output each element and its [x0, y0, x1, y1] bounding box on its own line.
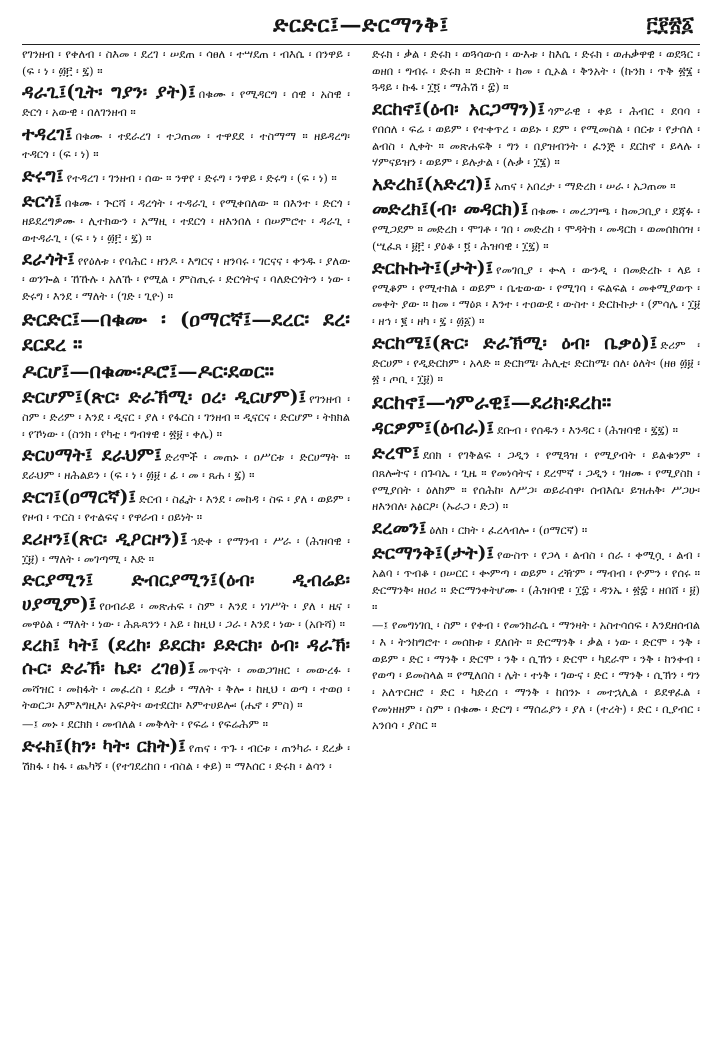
dictionary-entry: [372, 332, 700, 388]
dictionary-entry: [372, 442, 700, 515]
dictionary-entry: [22, 735, 350, 775]
entry-headword: ድርሆም፤(ጽር፡ ድራኽሚ፡ ዐረ፡ ዲርሆም)፤: [22, 386, 307, 408]
entry-headword: ዶርሆ፤—በቁሙ፡ዶሮ፤—ዶር፡ደወር።: [22, 358, 274, 383]
entry-headword: ድርያሚን፤ ድብርያሚን፤(ዕብ፡ ዲብሬይ፡ ሀያሚም)፤: [22, 570, 350, 615]
dictionary-entry: [372, 257, 700, 330]
dictionary-entry: [22, 248, 350, 304]
entry-definition: ድሪሞች ፡ መጠኑ ፡ ዐሥርቱ ፡ ድርሀማት ። ደራህም ፡ ዘሕልይን ፡ (ፍ ፡ ነ ፡ ፴፱ ፡ ፊ ፡ መ ፡ ጸሐ ፡ ፯) ።: [22, 450, 350, 483]
entry-definition: በቁሙ ፡ የሚዳርግ ፡ ሰዊ ፡ አስዊ ፡ ድርጎ ፡ አውዊ ፡ በለገንዘብ ።: [22, 87, 350, 120]
entry-definition: የጠና ፡ ጥጉ ፡ ብርቱ ፡ ጠንካራ ፡ ደረቃ ፡ ሽክፋ ፡ ከፋ ፡ ጨካኝ ፡ (የተገደረከበ ፡ ብስል ፡ ቀይ) ። ማእሰር ፡ ድሩክ ፡ ልሳን ፡: [22, 740, 350, 773]
page-number: ፫፻፳፩: [646, 12, 694, 36]
two-column-body: [22, 46, 700, 1058]
dictionary-entry: [372, 46, 700, 96]
dictionary-entry: [372, 98, 700, 171]
dictionary-entry: [22, 359, 350, 384]
entry-headword: ደርከኖ፤(ዕብ፡ አርጋማን)፤: [372, 98, 545, 120]
entry-headword: ድሩክ፤(ክን፡ ካት፡ ርክት)፤: [22, 735, 186, 757]
entry-headword: ተዳረገ፤: [22, 124, 73, 146]
entry-headword: ዳርዎም፤(ዕብራ)፤: [372, 417, 494, 439]
entry-definition: ድሪም ፡ ድርሀም ፡ የዲድርከም ፡ አላድ ። ድርክሜ፡ ሕሊቲ፡ ድርከሜ፡ ሰለ፡ ዕለት፡ (ዘፀ ፴፱ ፡ ፳ ፡ ጦቢ ፡ ፲፱) ።: [372, 337, 700, 387]
entry-definition: የገንዘብ ፡ የቀለብ ፡ ስእመ ፡ ደረገ ፡ ሠደጠ ፡ ሳፀለ ፡ ተሣደጠ ፡ ብእሴ ፡ በንዋይ ፡ (ፍ ፡ ነ ፡ ፴፫ ፡ ፯) ።: [22, 47, 350, 78]
dictionary-entry: [22, 307, 350, 357]
entry-headword: ድርገ፤(ዐማርኛ)፤: [22, 486, 136, 508]
entry-headword: መድረክ፤(ብ፡ መዳርክ)፤: [372, 199, 529, 221]
entry-definition: የውስጥ ፡ የጋላ ፡ ልብስ ፡ ሰራ ፡ ቀሚሷ ፡ ልብ ፡ አልባ ፡ ጥብቆ ፡ ዐሠርር ፡ ቍምጣ ፡ ወይም ፡ ረዥም ፡ ማብብ ፡ ዮምን ፡ የሰሩ ። ድርማንቅ፡ ዘዐሪ ። ድርማንቀትሆሙ ፡ (ሕዝባዊ ፡ ፲፰ ፡ ዳንኤ ፡ ፳፰ ፡ ዘበሸ ፡ ፱) ።: [372, 548, 700, 614]
entry-headword: ድርሀማት፤ ደራህም፤: [22, 445, 162, 467]
entry-headword: ድርማንቅ፤(ታት)፤: [372, 543, 494, 565]
dictionary-entry: [372, 617, 700, 733]
dictionary-entry: [372, 417, 700, 440]
entry-definition: —፤ መኑ ፡ ደርክክ ፡ መብለል ፡ መቅላት ፡ የፍሬ ፡ የፍሬሕም ።: [22, 716, 268, 731]
entry-definition: ደቡብ ፡ የሰዱን ፡ እንዳር ፡ (ሕዝባዊ ፡ ፯፯) ።: [496, 422, 678, 437]
entry-headword: ድርጎ፤: [22, 190, 62, 212]
dictionary-entry: [22, 123, 350, 163]
page-title: ድርድር፤—ድርማንቅ፤: [273, 12, 449, 38]
entry-headword: ዳራጊ፤(ጊት፡ ግያን፡ ያት)፤: [22, 82, 196, 104]
entry-definition: የተዳረገ ፡ ገንዘብ ፡ ሰው ። ንዋየ ፡ ድሩግ ፡ ንዋይ ፡ ድሩግ ፡ (ፍ ፡ ነ) ።: [66, 170, 337, 185]
entry-headword: ደረመን፤: [372, 518, 427, 540]
dictionary-entry: [22, 716, 350, 733]
entry-definition: አጠና ፡ አበረታ ፡ ማድረክ ፡ ሠራ ፡ አጋጠመ ።: [494, 178, 676, 193]
entry-definition: የመገቢያ ፡ ቍላ ፡ ውንዲ ፡ በመድረኩ ፡ ላይ ፡ የሚቆም ፡ የሚተክል ፡ ወይም ፡ ቤቴውው ፡ የሚገባ ፡ ፍልፍል ፡ መቀሚያወጥ ፡ መቀት ያው ። ከመ ፡ ማዕጾ ፡ እንተ ፡ ተዐውደ ፡ ውስተ ፡ ድርኩኩታ ፡ (ምሳሌ ፡ ፲፱ ፡ ዘኅ ፡ ፪ ፡ ዘካ ፡ ፯ ፡ ፴፩) ።: [372, 262, 700, 328]
entry-definition: የዐብራይ ፡ መጽሐፍ ፡ ስም ፡ እንደ ፡ ነገሥት ፡ ያለ ፡ ዜና ፡ መዋዕል ፡ ማለት ፡ ነው ፡ ሕጹጻንን ፡ አይ ፡ ከዚህ ፡ ጋራ ፡ እንደ ፡ ነው ፡ (አቡሻ) ።: [22, 598, 350, 631]
entry-definition: ድሩክ ፡ ቃል ፡ ድሩክ ፡ ወጓሳውሰ ፡ ውእቱ ፡ ከእሴ ፡ ድሩክ ፡ ወሐቃዋዊ ፡ ወደጓር ፡ ወዘበ ፡ ግብሩ ፡ ድሩክ ። ድርክት ፡ ከመ ፡ ሲኦል ፡ ቅንአት ፡ (ኩንክ ፡ ጥቅ ፳፮ ፡ ጓዳይ ፡ ኩፋ ፡ ፲፬ ፡ ማሕሽ ፡ ፰) ።: [372, 47, 700, 95]
dictionary-entry: [372, 173, 700, 196]
entry-definition: ድርብ ፡ ስፌት ፡ እንደ ፡ መከዳ ፡ ስፍ ፡ ያለ ፡ ወይም ፡ የዞብ ፡ ጥርስ ፡ የተልፍና ፡ የዋራብ ፡ ዐይነት ።: [22, 491, 350, 525]
dictionary-entry: [22, 444, 350, 484]
dictionary-entry: [22, 165, 350, 188]
entry-definition: ደበክ ፡ የገቅልፍ ፡ ጋዲን ፡ የሚጓዝ ፡ የሚያብት ፡ ይልቁንም ፡ በጸሎትና ፡ በጉባኤ ፡ ጊዜ ። የመነሳትና ፡ ደረሞኛ ፡ ጋዲን ፡ ገዘሙ ፡ የሚያስክ ፡ የሚያበት ፡ ዕለክም ። የሰሕከ፡ ለሥጋ፡ ወይራሰዋ፡ ሰብእሴ፡ ይዝሐቅ፡ ሥጋሁ፡ ዘእንበለ፡ አፅርዖ፡ (ኡራጋ ፡ ድጋ) ።: [372, 448, 700, 514]
entry-definition: በቁሙ ፡ መረጋገጫ ፡ ከመጋቢያ ፡ ደጃፉ ፡ የሚጋደም ። መድረክ ፡ ሞገቶ ፡ ገበ ፡ መድረከ ፡ ሞዳትክ ፡ መዳርክ ፡ ወመሰክሰዝ ፡ (ሢፈጸ ፡ ፱፫ ፡ ያዕቆ ፡ ፬ ፡ ሕዝባዊ ፡ ፲፯) ።: [372, 204, 700, 253]
running-head: [22, 10, 700, 45]
entry-definition: ኅድቀ ፡ የማንብ ፡ ሥራ ፡ (ሕዝባዊ ፡ ፲፱) ፡ ማለት ፡ መገጣሚ ፡ እድ ።: [22, 533, 350, 566]
dictionary-entry: [22, 634, 350, 714]
dictionary-entry: [22, 386, 350, 442]
entry-headword: ድረሞ፤: [372, 443, 420, 465]
dictionary-entry: [22, 486, 350, 526]
entry-headword: ደረክ፤ ካት፤ (ደረከ፡ ይደርክ፡ ይድርክ፡ ዕብ፡ ዳራኽ፡ ሱር፡ ድራኽ፡ ኬደ፡ ረገፀ)፤: [22, 635, 350, 680]
entry-headword: አድረከ፤(አድረገ)፤: [372, 173, 492, 195]
entry-headword: ድርድር፤—በቁሙ ፡ (ዐማርኛ፤—ደረር፡ ደረ፡ ደርደረ ።: [22, 306, 350, 356]
entry-definition: ጎምራዊ ፡ ቀይ ፡ ሕብር ፡ ደባባ ፡ የበሰለ ፡ ፍሬ ፡ ወይም ፡ የተቀጥረ ፡ ወይኑ ፡ ደም ፡ የሚመስል ፡ በርቱ ፡ የታሰለ ፡ ልብስ ፡ ሊቀት ። መጽሐፍቅ ፡ ግን ፡ በያዝብንት ፡ ፈንጅ ፡ ደርከኖ ፡ ይላሉ ፡ ሃምናይዝን ፡ ወይም ፡ ይሉታል ፡ (ሉቃ ፡ ፲፮) ።: [372, 103, 700, 170]
entry-definition: የገንዘብ ፡ ስም ፡ ድሪም ፡ እንደ ፡ ዲናር ፡ ያለ ፡ የፋርስ ፡ ገንዘብ ። ዲናርና ፡ ድርሆም ፡ ትክክል ፡ የኾነው ፡ (ስንክ ፡ የካቲ ፡ ግብፃዊ ፡ ፳፱ ፡ ቀሌ) ።: [22, 391, 350, 441]
entry-headword: ደራጎት፤: [22, 249, 75, 271]
entry-definition: በቁሙ ፡ ጕርሻ ፡ ዳረጎት ፡ ተዳራጊ ፡ የሚቀበለው ። በእንተ ፡ ድርጎ ፡ ዘይደረግዎሙ ፡ ሊተክውን ፡ አማዚ ፡ ተደርጎ ፡ ዘእንበለ ፡ በሠምሮተ ፡ ዳራጊ ፡ ወተዳራጊ ፡ (ፍ ፡ ነ ፡ ፴፫ ፡ ፯) ።: [22, 195, 350, 245]
dictionary-entry: [372, 517, 700, 540]
entry-definition: በቁሙ ፡ ተደራረገ ፡ ተጋጠመ ፡ ተዋደደ ፡ ተስማማ ። ዘይዳረግ፡ ተዳርጎ ፡ (ፍ ፡ ነ) ።: [22, 129, 350, 162]
dictionary-entry: [372, 390, 700, 415]
right-column: [372, 46, 700, 1058]
entry-headword: ድሩግ፤: [22, 165, 64, 187]
dictionary-entry: [372, 198, 700, 254]
dictionary-entry: [22, 528, 350, 568]
entry-definition: መጥናት ፡ መወጋገዘር ፡ መውረፉ ፡ መሻዝር ፡ መከፋት ፡ መፈረስ ፡ ደረቃ ፡ ማለት ፡ ቅሎ ፡ ከዚህ ፡ ወጣ ፡ ተወዐ ፡ ትወርጋ፡ እምእግዚእ፡ አፍዖት፡ ወተደርከ፡ እምተሀይሎ፡ (ሔኖ ፡ ምስ) ።: [22, 663, 350, 713]
entry-definition: የየዕለቱ ፡ የባሕር ፡ ዘንዶ ፡ እግርና ፡ ዘንባሩ ፡ ገርናና ፡ ቀንዱ ፡ ያለው ፡ ወንጐል ፡ ኸኹሉ ፡ አለኹ ፡ የሚል ፡ ምስጢሩ ፡ ድርጎትና ፡ ባለድርጎትን ፡ ነው ፡ ድሩግ ፡ እንደ ፡ ማለት ፡ (ገድ ፡ ጊዮ) ።: [22, 254, 350, 304]
dictionary-entry: [372, 542, 700, 615]
dictionary-entry: [22, 190, 350, 246]
dictionary-entry: [22, 46, 350, 79]
entry-headword: ድርከሜ፤(ጽር፡ ድራኽሚ፡ ዕብ፡ ቤቃዕ)፤: [372, 332, 658, 354]
dictionary-entry: [22, 569, 350, 632]
left-column: [22, 46, 350, 1058]
entry-definition: —፤ የመግነገቢ ፡ ስም ፡ የቀብ ፡ የመንክራሴ ፡ ማንዛት ፡ አስተሳሰፍ ፡ እንደዘሰብል ፡ እ ፡ ትንከግሮተ ፡ መሰክቱ ፡ ደለበት ። ድርማንቅ ፡ ቃል ፡ ነው ፡ ድርሞ ፡ ንቅ ፡ ወይም ፡ ድር ፡ ማንቅ ፡ ድርሞ ፡ ንቅ ፡ ሲኽን ፡ ድርሞ ፡ ካደራሞ ፡ ንቅ ፡ ከንቀብ ፡ የወጣ ፡ ይመስላል ። የሚለበስ ፡ ሌት ፡ ተነቅ ፡ ገውና ፡ ድር ፡ ማንቅ ፡ ሲኽን ፡ ግን ፡ አለጥርዘሮ ፡ ድር ፡ ካድረሰ ፡ ማንቅ ፡ ከበንኑ ፡ መተኋሊል ፡ ይደዋፈል ፡ የመነዘዘም ፡ ስም ፡ በቁሙ ፡ ድርግ ፡ ማሰሬያን ፡ ያለ ፡ (ተረት) ፡ ድር ፡ ቢያብር ፡ አንበሳ ፡ ያስር ።: [372, 618, 700, 733]
entry-headword: ደርከኖ፤—ጎምራዊ፤—ደሪክ፡ደረከ።: [372, 389, 612, 414]
entry-definition: ዕለክ ፡ ርክት ፡ ፈረላብሎ ፡ (ዐማርኛ) ።: [429, 523, 588, 538]
entry-headword: ደሪዞን፤(ጽር፡ ዲዖርዞን)፤: [22, 528, 188, 550]
entry-headword: ድርኩኩት፤(ታት)፤: [372, 257, 494, 279]
dictionary-entry: [22, 81, 350, 121]
